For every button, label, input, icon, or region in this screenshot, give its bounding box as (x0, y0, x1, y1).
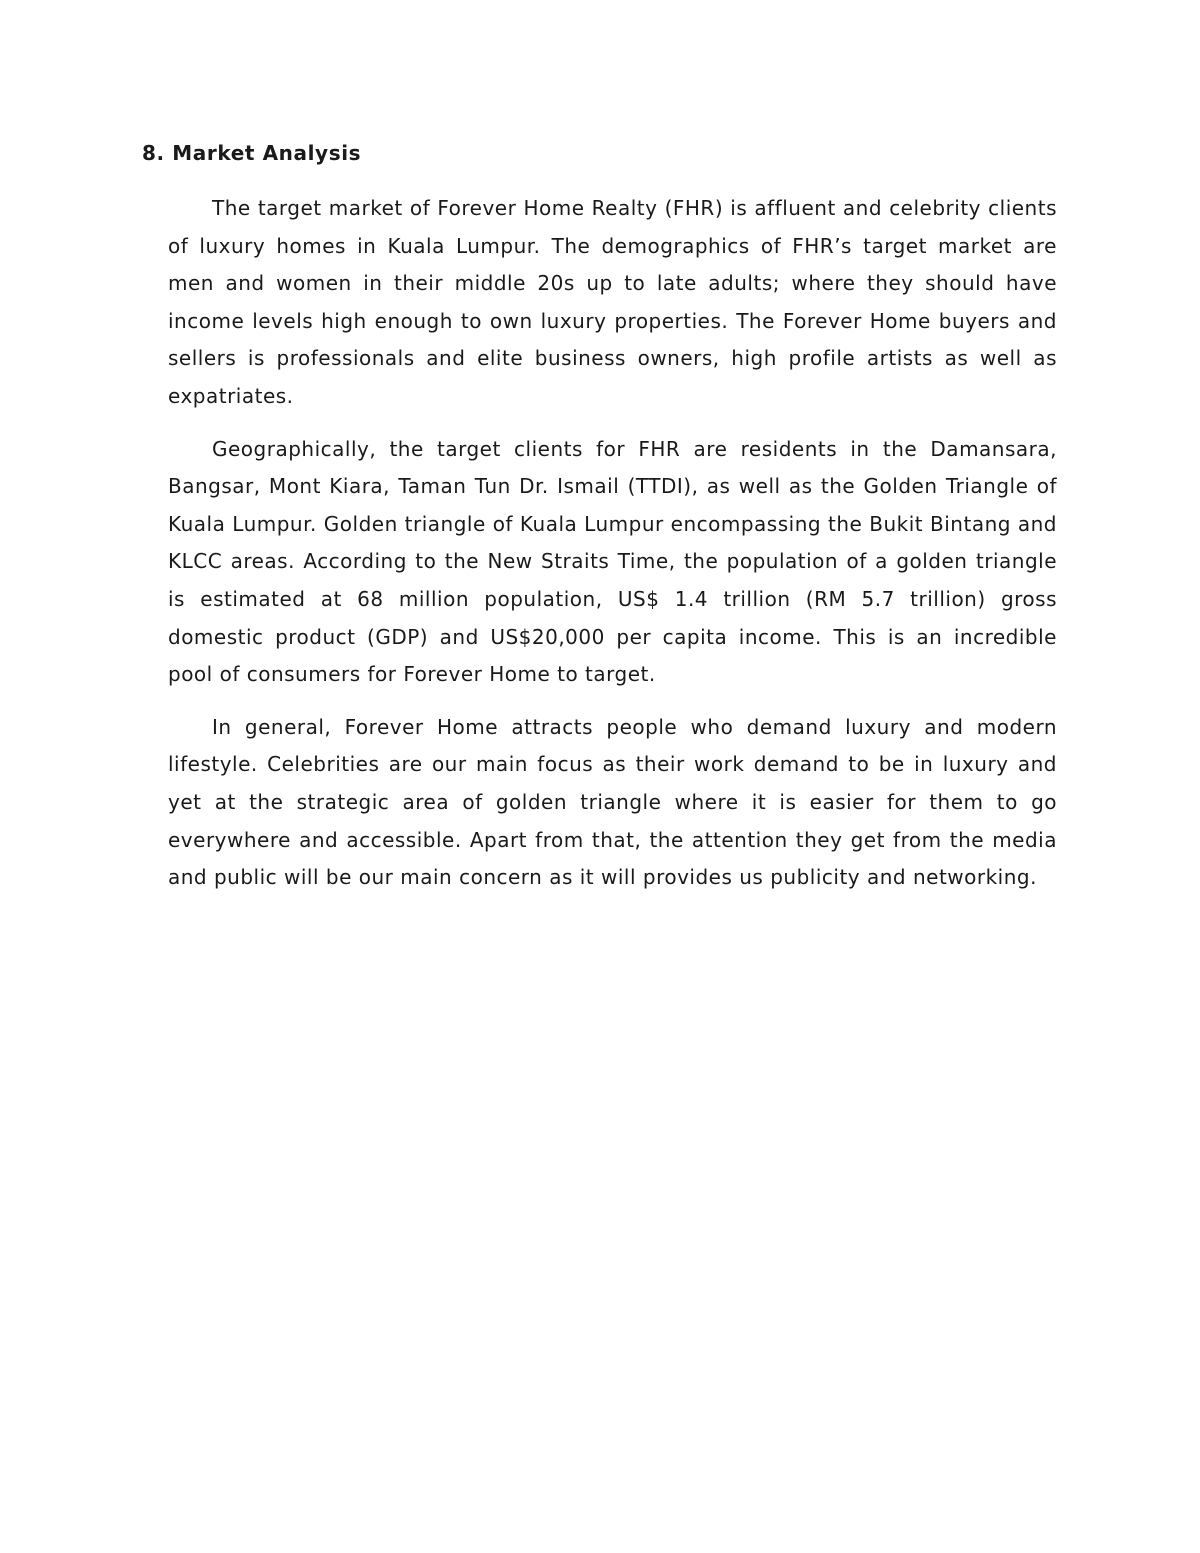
paragraph-geography: Geographically, the target clients for FHR are residents in the Damansara, Bangsar, Mont Kiara, Taman Tun Dr. Ismail (TTDI), as well as the Golden Triangle of Kuala Lumpur. Golden triangle of Kuala Lumpur encompassing the Bukit Bintang and KLCC areas. According to the New Straits Time, the population of a golden triangle is estimated at 68 million population, US$ 1.4 trillion (RM 5.7 trillion) gross domestic product (GDP) and US$20,000 per capita income. This is an incredible pool of consumers for Forever Home to target. (168, 436, 1057, 687)
paragraph-target-market: The target market of Forever Home Realty (FHR) is affluent and celebrity clients of luxury homes in Kuala Lumpur. The demographics of FHR’s target market are men and women in their middle 20s up to late adults; where they should have income levels high enough to own luxury properties. The Forever Home buyers and sellers is professionals and elite business owners, high profile artists as well as expatriates. (168, 196, 1057, 408)
section-heading: 8. Market Analysis (142, 141, 362, 165)
document-body (142, 138, 1057, 912)
paragraph-general: In general, Forever Home attracts people who demand luxury and modern lifestyle. Celebrities are our main focus as their work demand to be in luxury and yet at the strategic area of golden triangle where it is easier for them to go everywhere and accessible. Apart from that, the attention they get from the media and public will be our main concern as it will provides us publicity and networking. (168, 714, 1057, 890)
